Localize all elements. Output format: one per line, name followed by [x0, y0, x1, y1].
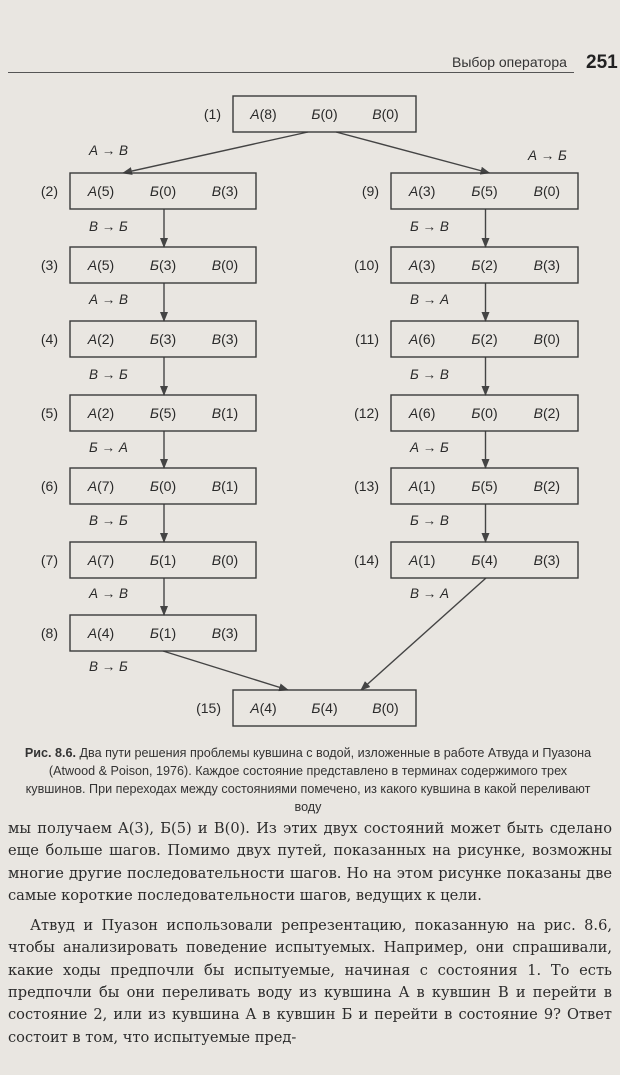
jug-amount: В(2) [533, 478, 561, 494]
state-node [41, 173, 256, 209]
transition-label: Б → В [410, 219, 449, 234]
jug-amount: В(3) [211, 625, 239, 641]
transition-label: В → A [410, 292, 450, 307]
state-id: (5) [40, 405, 58, 421]
jug-amount: В(0) [372, 700, 399, 716]
transition-label: В → Б [89, 367, 128, 382]
transition-label: Б → В [410, 367, 449, 382]
state-node [354, 542, 578, 578]
state-node [354, 468, 578, 504]
transition-label: Б → A [89, 440, 128, 455]
state-node [41, 395, 256, 431]
jug-amount: В(3) [211, 183, 239, 199]
state-node [41, 321, 256, 357]
state-id: (8) [40, 625, 58, 641]
page-number: 251 [586, 52, 618, 73]
state-id: (10) [354, 257, 379, 273]
transition-label: A → Б [410, 440, 449, 455]
jug-amount: В(1) [211, 478, 239, 494]
state-node [355, 321, 578, 357]
jug-amount: Б(5) [471, 183, 498, 199]
state-node [354, 395, 578, 431]
transition-label: В → Б [89, 219, 128, 234]
state-node [41, 615, 256, 651]
state-node [41, 542, 256, 578]
jug-amount: Б(1) [149, 552, 177, 568]
jug-amount: A(7) [87, 478, 115, 494]
caption-label: Рис. 8.6. [24, 746, 77, 760]
state-id: (13) [354, 478, 379, 494]
state-id: (6) [40, 478, 58, 494]
state-id: (7) [40, 552, 58, 568]
transition-arrow [123, 132, 308, 173]
jug-amount: A(5) [87, 183, 115, 199]
jug-amount: В(0) [533, 331, 561, 347]
caption-text: Два пути решения проблемы кувшина с водой, изложенные в работе Атвуда и Пуазона (Atwood & Poison, 1976). Каждое состояние представлено в терминах содержимого трех кувшинов. При переходах между состояниями помечено, из какого кувшина в какой переливают воду [25, 746, 592, 814]
jug-amount: A(5) [87, 257, 115, 273]
jug-amount: В(0) [533, 183, 561, 199]
state-node [41, 468, 256, 504]
state-id: (15) [196, 700, 221, 716]
jug-amount: A(7) [87, 552, 115, 568]
jug-amount: В(2) [533, 405, 561, 421]
transition-label: A → В [89, 143, 129, 158]
jug-amount: Б(1) [149, 625, 177, 641]
jug-amount: Б(3) [149, 331, 177, 347]
state-node [196, 690, 416, 726]
jug-amount: A(6) [408, 405, 436, 421]
running-head: Выбор оператора [452, 54, 567, 70]
jug-amount: A(3) [408, 183, 436, 199]
transition-arrow [163, 651, 288, 690]
state-node [354, 247, 578, 283]
state-node [362, 173, 578, 209]
jug-amount: Б(3) [149, 257, 177, 273]
jug-amount: A(2) [87, 405, 115, 421]
transition-label: В → Б [89, 659, 128, 674]
jug-amount: A(1) [408, 478, 436, 494]
jug-amount: Б(4) [311, 700, 338, 716]
transition-label: Б → В [410, 513, 449, 528]
transition-label: A → Б [528, 148, 567, 163]
state-id: (9) [361, 183, 379, 199]
jug-amount: A(8) [250, 106, 277, 122]
jug-amount: A(3) [408, 257, 436, 273]
figure-caption [22, 744, 594, 816]
state-id: (11) [355, 331, 379, 347]
jug-amount: Б(0) [149, 478, 177, 494]
jug-amount: Б(0) [471, 405, 498, 421]
jug-amount: Б(5) [149, 405, 177, 421]
jug-amount: Б(2) [471, 257, 498, 273]
jug-amount: Б(2) [471, 331, 498, 347]
transition-label: A → В [89, 586, 129, 601]
jug-amount: В(0) [211, 552, 239, 568]
state-id: (1) [203, 106, 221, 122]
paragraph: мы получаем A(3), Б(5) и B(0). Из этих двух состояний может быть сделано еще больше шагов. Помимо двух путей, показанных на рисунке, возможны многие другие последовательности шагов. Но на этом рисунке показаны две самые короткие последовательности шагов, ведущих к цели. [8, 820, 612, 904]
state-id: (12) [354, 405, 379, 421]
jug-amount: Б(5) [471, 478, 498, 494]
transition-label: A → В [89, 292, 129, 307]
jug-amount: В(3) [211, 331, 239, 347]
jug-amount: Б(0) [149, 183, 177, 199]
jug-amount: В(3) [533, 552, 561, 568]
state-node [204, 96, 416, 132]
jug-amount: В(3) [533, 257, 561, 273]
jug-amount: A(4) [250, 700, 277, 716]
jug-amount: Б(0) [311, 106, 338, 122]
jug-amount: В(0) [211, 257, 239, 273]
jug-amount: A(4) [87, 625, 115, 641]
transition-arrow [336, 132, 490, 173]
state-id: (3) [40, 257, 58, 273]
state-id: (4) [40, 331, 58, 347]
jug-amount: В(1) [211, 405, 239, 421]
state-id: (14) [354, 552, 379, 568]
state-node [41, 247, 256, 283]
transition-label: В → A [410, 586, 450, 601]
jug-amount: A(6) [408, 331, 436, 347]
jug-amount: A(1) [408, 552, 436, 568]
jug-amount: Б(4) [471, 552, 498, 568]
jug-amount: A(2) [87, 331, 115, 347]
paragraph: Атвуд и Пуазон использовали репрезентацию, показанную на рис. 8.6, чтобы анализировать поведение испытуемых. Например, они спрашивали, какие ходы предпочли бы испытуемые, начиная с состояния 1. То есть предпочли бы они переливать воду из кувшина A в кувшин B и перейти в состояние 2, или из кувшина A в кувшин Б и перейти в состояние 9? Ответ состоит в том, что испытуемые пред- [8, 917, 612, 1046]
body-text [8, 818, 612, 1049]
transition-label: В → Б [89, 513, 128, 528]
state-id: (2) [40, 183, 58, 199]
jug-amount: В(0) [372, 106, 399, 122]
